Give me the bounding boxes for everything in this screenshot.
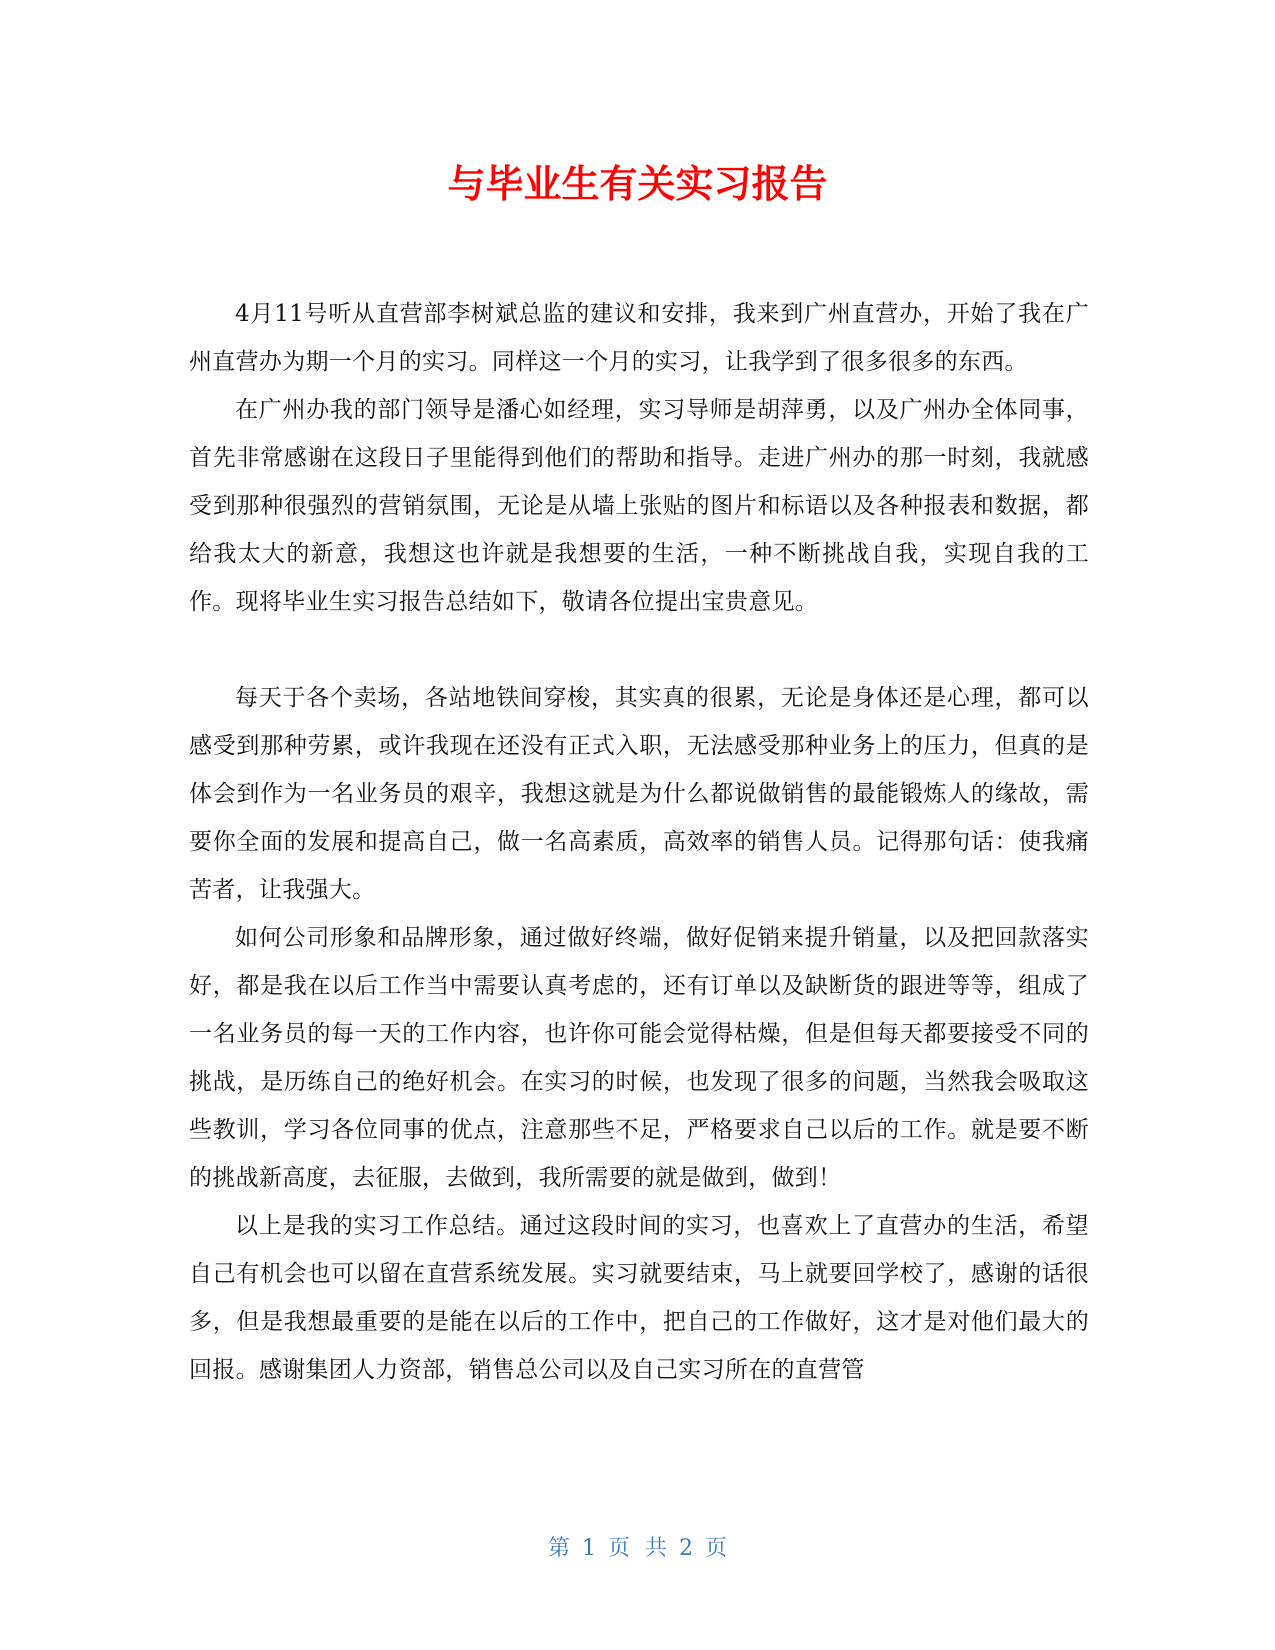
footer-middle: 页 共 xyxy=(608,1536,667,1561)
document-body xyxy=(189,290,1089,1394)
paragraph-4: 如何公司形象和品牌形象，通过做好终端，做好促销来提升销量，以及把回款落实好，都是我在以后工作当中需要认真考虑的，还有订单以及缺断货的跟进等等，组成了一名业务员的每一天的工作内容，也许你可能会觉得枯燥，但是但每天都要接受不同的挑战，是历练自己的绝好机会。在实习的时候，也发现了很多的问题，当然我会吸取这些教训，学习各位同事的优点，注意那些不足，严格要求自己以后的工作。就是要不断的挑战新高度，去征服，去做到，我所需要的就是做到，做到！ xyxy=(189,925,1089,1191)
paragraph-2: 在广州办我的部门领导是潘心如经理，实习导师是胡萍勇，以及广州办全体同事，首先非常感谢在这段日子里能得到他们的帮助和指导。走进广州办的那一时刻，我就感受到那种很强烈的营销氛围，无论是从墙上张贴的图片和标语以及各种报表和数据，都给我太大的新意，我想这也许就是我想要的生活，一种不断挑战自我，实现自我的工作。现将毕业生实习报告总结如下，敬请各位提出宝贵意见。 xyxy=(189,397,1089,615)
paragraph-spacer xyxy=(189,626,1089,674)
footer-current-page: 1 xyxy=(582,1536,596,1561)
paragraph-1: 4月11号听从直营部李树斌总监的建议和安排，我来到广州直营办，开始了我在广州直营办为期一个月的实习。同样这一个月的实习，让我学到了很多很多的东西。 xyxy=(189,301,1089,375)
footer-total-pages: 2 xyxy=(679,1536,693,1561)
page-footer xyxy=(0,1534,1275,1564)
footer-prefix: 第 xyxy=(547,1536,570,1561)
paragraph-3: 每天于各个卖场，各站地铁间穿梭，其实真的很累，无论是身体还是心理，都可以感受到那种劳累，或许我现在还没有正式入职，无法感受那种业务上的压力，但真的是体会到作为一名业务员的艰辛，我想这就是为什么都说做销售的最能锻炼人的缘故，需要你全面的发展和提高自己，做一名高素质，高效率的销售人员。记得那句话：使我痛苦者，让我强大。 xyxy=(189,685,1089,903)
document-title: 与毕业生有关实习报告 xyxy=(447,162,828,206)
footer-suffix: 页 xyxy=(705,1536,728,1561)
paragraph-5: 以上是我的实习工作总结。通过这段时间的实习，也喜欢上了直营办的生活，希望自己有机会也可以留在直营系统发展。实习就要结束，马上就要回学校了，感谢的话很多，但是我想最重要的是能在以后的工作中，把自己的工作做好，这才是对他们最大的回报。感谢集团人力资部，销售总公司以及自己实习所在的直营管 xyxy=(189,1213,1089,1383)
